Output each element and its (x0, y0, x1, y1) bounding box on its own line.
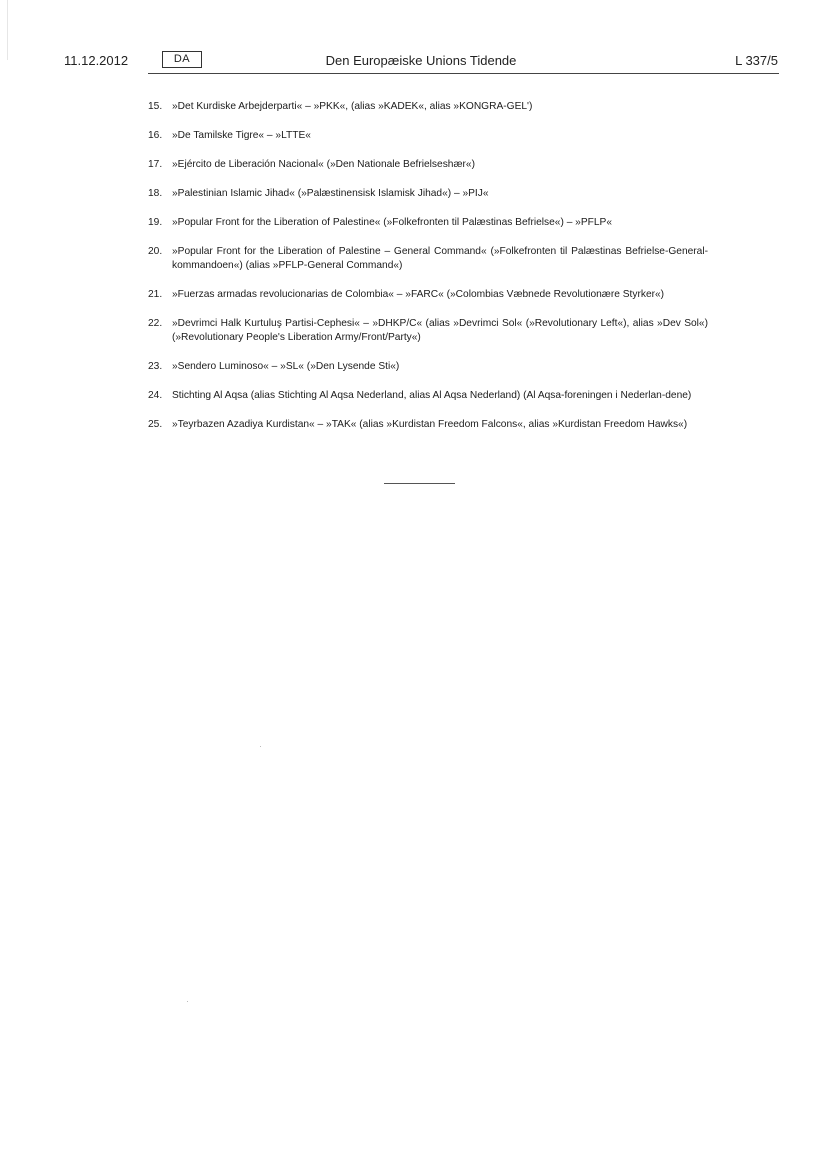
item-text: »De Tamilske Tigre« – »LTTE« (172, 130, 311, 141)
item-number: 17. (148, 159, 163, 170)
item-number: 18. (148, 188, 163, 199)
item-number: 16. (148, 130, 163, 141)
journal-title: Den Europæiske Unions Tidende (325, 53, 517, 68)
item-number: 23. (148, 361, 163, 372)
item-text: »Det Kurdiske Arbejderparti« – »PKK«, (alias »KADEK«, alias »KONGRA-GEL') (172, 101, 533, 112)
language-badge: DA (162, 51, 202, 68)
list-item (148, 187, 708, 201)
item-text: »Sendero Luminoso« – »SL« (»Den Lysende Sti«) (172, 361, 400, 372)
item-text: »Devrimci Halk Kurtuluş Partisi-Cephesi« – »DHKP/C« (alias »Devrimci Sol« (»Revolutionary Left«), alias »Dev Sol«) (»Revolutionary People's Liberation Army/Front/Party«) (172, 318, 708, 343)
item-number: 19. (148, 217, 163, 228)
page-header (64, 52, 778, 72)
item-text: »Teyrbazen Azadiya Kurdistan« – »TAK« (alias »Kurdistan Freedom Falcons«, alias »Kurdistan Freedom Hawks«) (172, 419, 688, 430)
list-item (148, 158, 708, 172)
item-number: 22. (148, 318, 163, 329)
item-text: Stichting Al Aqsa (alias Stichting Al Aqsa Nederland, alias Al Aqsa Nederland) (Al Aqsa-foreningen i Nederlan-dene) (172, 390, 692, 401)
scan-speck (187, 1001, 188, 1002)
list-item (148, 389, 708, 403)
item-number: 25. (148, 419, 163, 430)
organisation-list (148, 100, 708, 447)
item-number: 20. (148, 246, 163, 257)
item-number: 21. (148, 289, 163, 300)
item-text: »Popular Front for the Liberation of Palestine« (»Folkefronten til Palæstinas Befrielse«) – »PFLP« (172, 217, 612, 228)
item-text: »Fuerzas armadas revolucionarias de Colombia« – »FARC« (»Colombias Væbnede Revolutionære Styrker«) (172, 289, 665, 300)
page-reference: L 337/5 (735, 53, 778, 68)
list-item (148, 317, 708, 345)
end-of-text-rule (384, 483, 455, 484)
item-text: »Palestinian Islamic Jihad« (»Palæstinensisk Islamisk Jihad«) – »PIJ« (172, 188, 489, 199)
header-date: 11.12.2012 (64, 53, 129, 68)
list-item (148, 418, 708, 432)
list-item (148, 129, 708, 143)
list-item (148, 100, 708, 114)
list-item (148, 216, 708, 230)
list-item (148, 360, 708, 374)
scan-speck (260, 746, 261, 747)
list-item (148, 288, 708, 302)
item-text: »Popular Front for the Liberation of Palestine – General Command« (»Folkefronten til Palæstinas Befrielse-General-kommandoen«) (alias »PFLP-General Command«) (172, 246, 708, 271)
header-divider (148, 73, 779, 74)
item-number: 24. (148, 390, 163, 401)
item-text: »Ejército de Liberación Nacional« (»Den Nationale Befrielseshær«) (172, 159, 475, 170)
item-number: 15. (148, 101, 163, 112)
scan-edge-line (7, 0, 8, 60)
list-item (148, 245, 708, 273)
